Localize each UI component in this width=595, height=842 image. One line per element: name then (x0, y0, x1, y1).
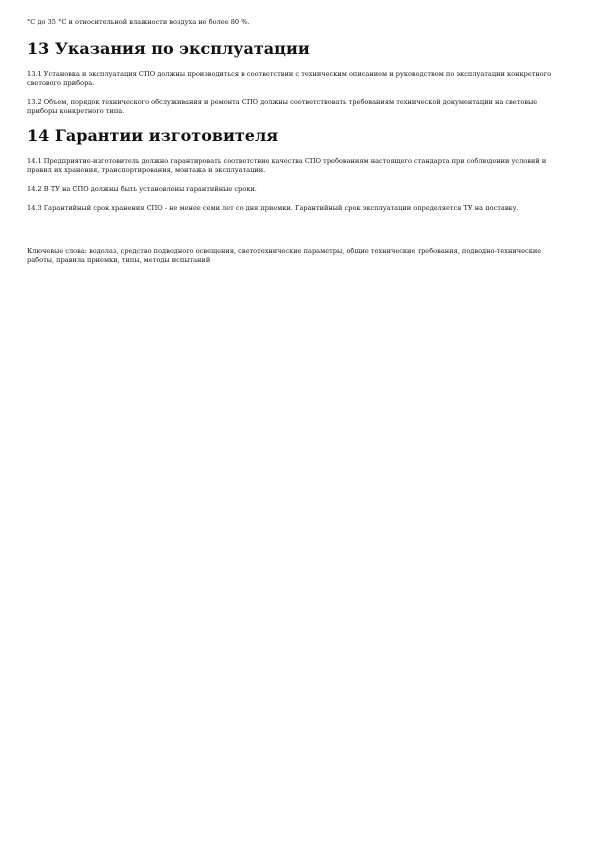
paragraph-14-2: 14.2 В ТУ на СПО должны быть установлены гарантийные сроки. (27, 185, 257, 193)
section-13-heading: 13 Указания по эксплуатации (27, 39, 310, 58)
continued-text-line: °С до 35 °С и относительной влажности воздуха не более 80 %. (27, 18, 250, 26)
paragraph-13-2: 13.2 Объем, порядок технического обслуживания и ремонта СПО должны соответствовать требованиям технической документации на световые приборы конкретного типа. (27, 98, 538, 115)
paragraph-14-3: 14.3 Гарантийный срок хранения СПО - не менее семи лет со дня приемки. Гарантийный срок эксплуатации определяется ТУ на поставку. (27, 204, 519, 212)
paragraph-14-1: 14.1 Предприятие-изготовитель должно гарантировать соответствие качества СПО требованиям настоящего стандарта при соблюдении условий и правил их хранения, транспортирования, монтажа и эксплуатации. (27, 157, 547, 174)
section-14-heading: 14 Гарантии изготовителя (27, 126, 279, 145)
paragraph-13-1: 13.1 Установка и эксплуатация СПО должны производиться в соответствии с техническим описанием и руководством по эксплуатации конкретного светового прибора. (27, 70, 552, 87)
document-content (27, 18, 567, 265)
keywords-paragraph: Ключевые слова: водолаз, средство подводного освещения, светотехнические параметры, общие технические требования, подводно-технические работы, правила приемки, типы, методы испытаний (27, 247, 542, 264)
